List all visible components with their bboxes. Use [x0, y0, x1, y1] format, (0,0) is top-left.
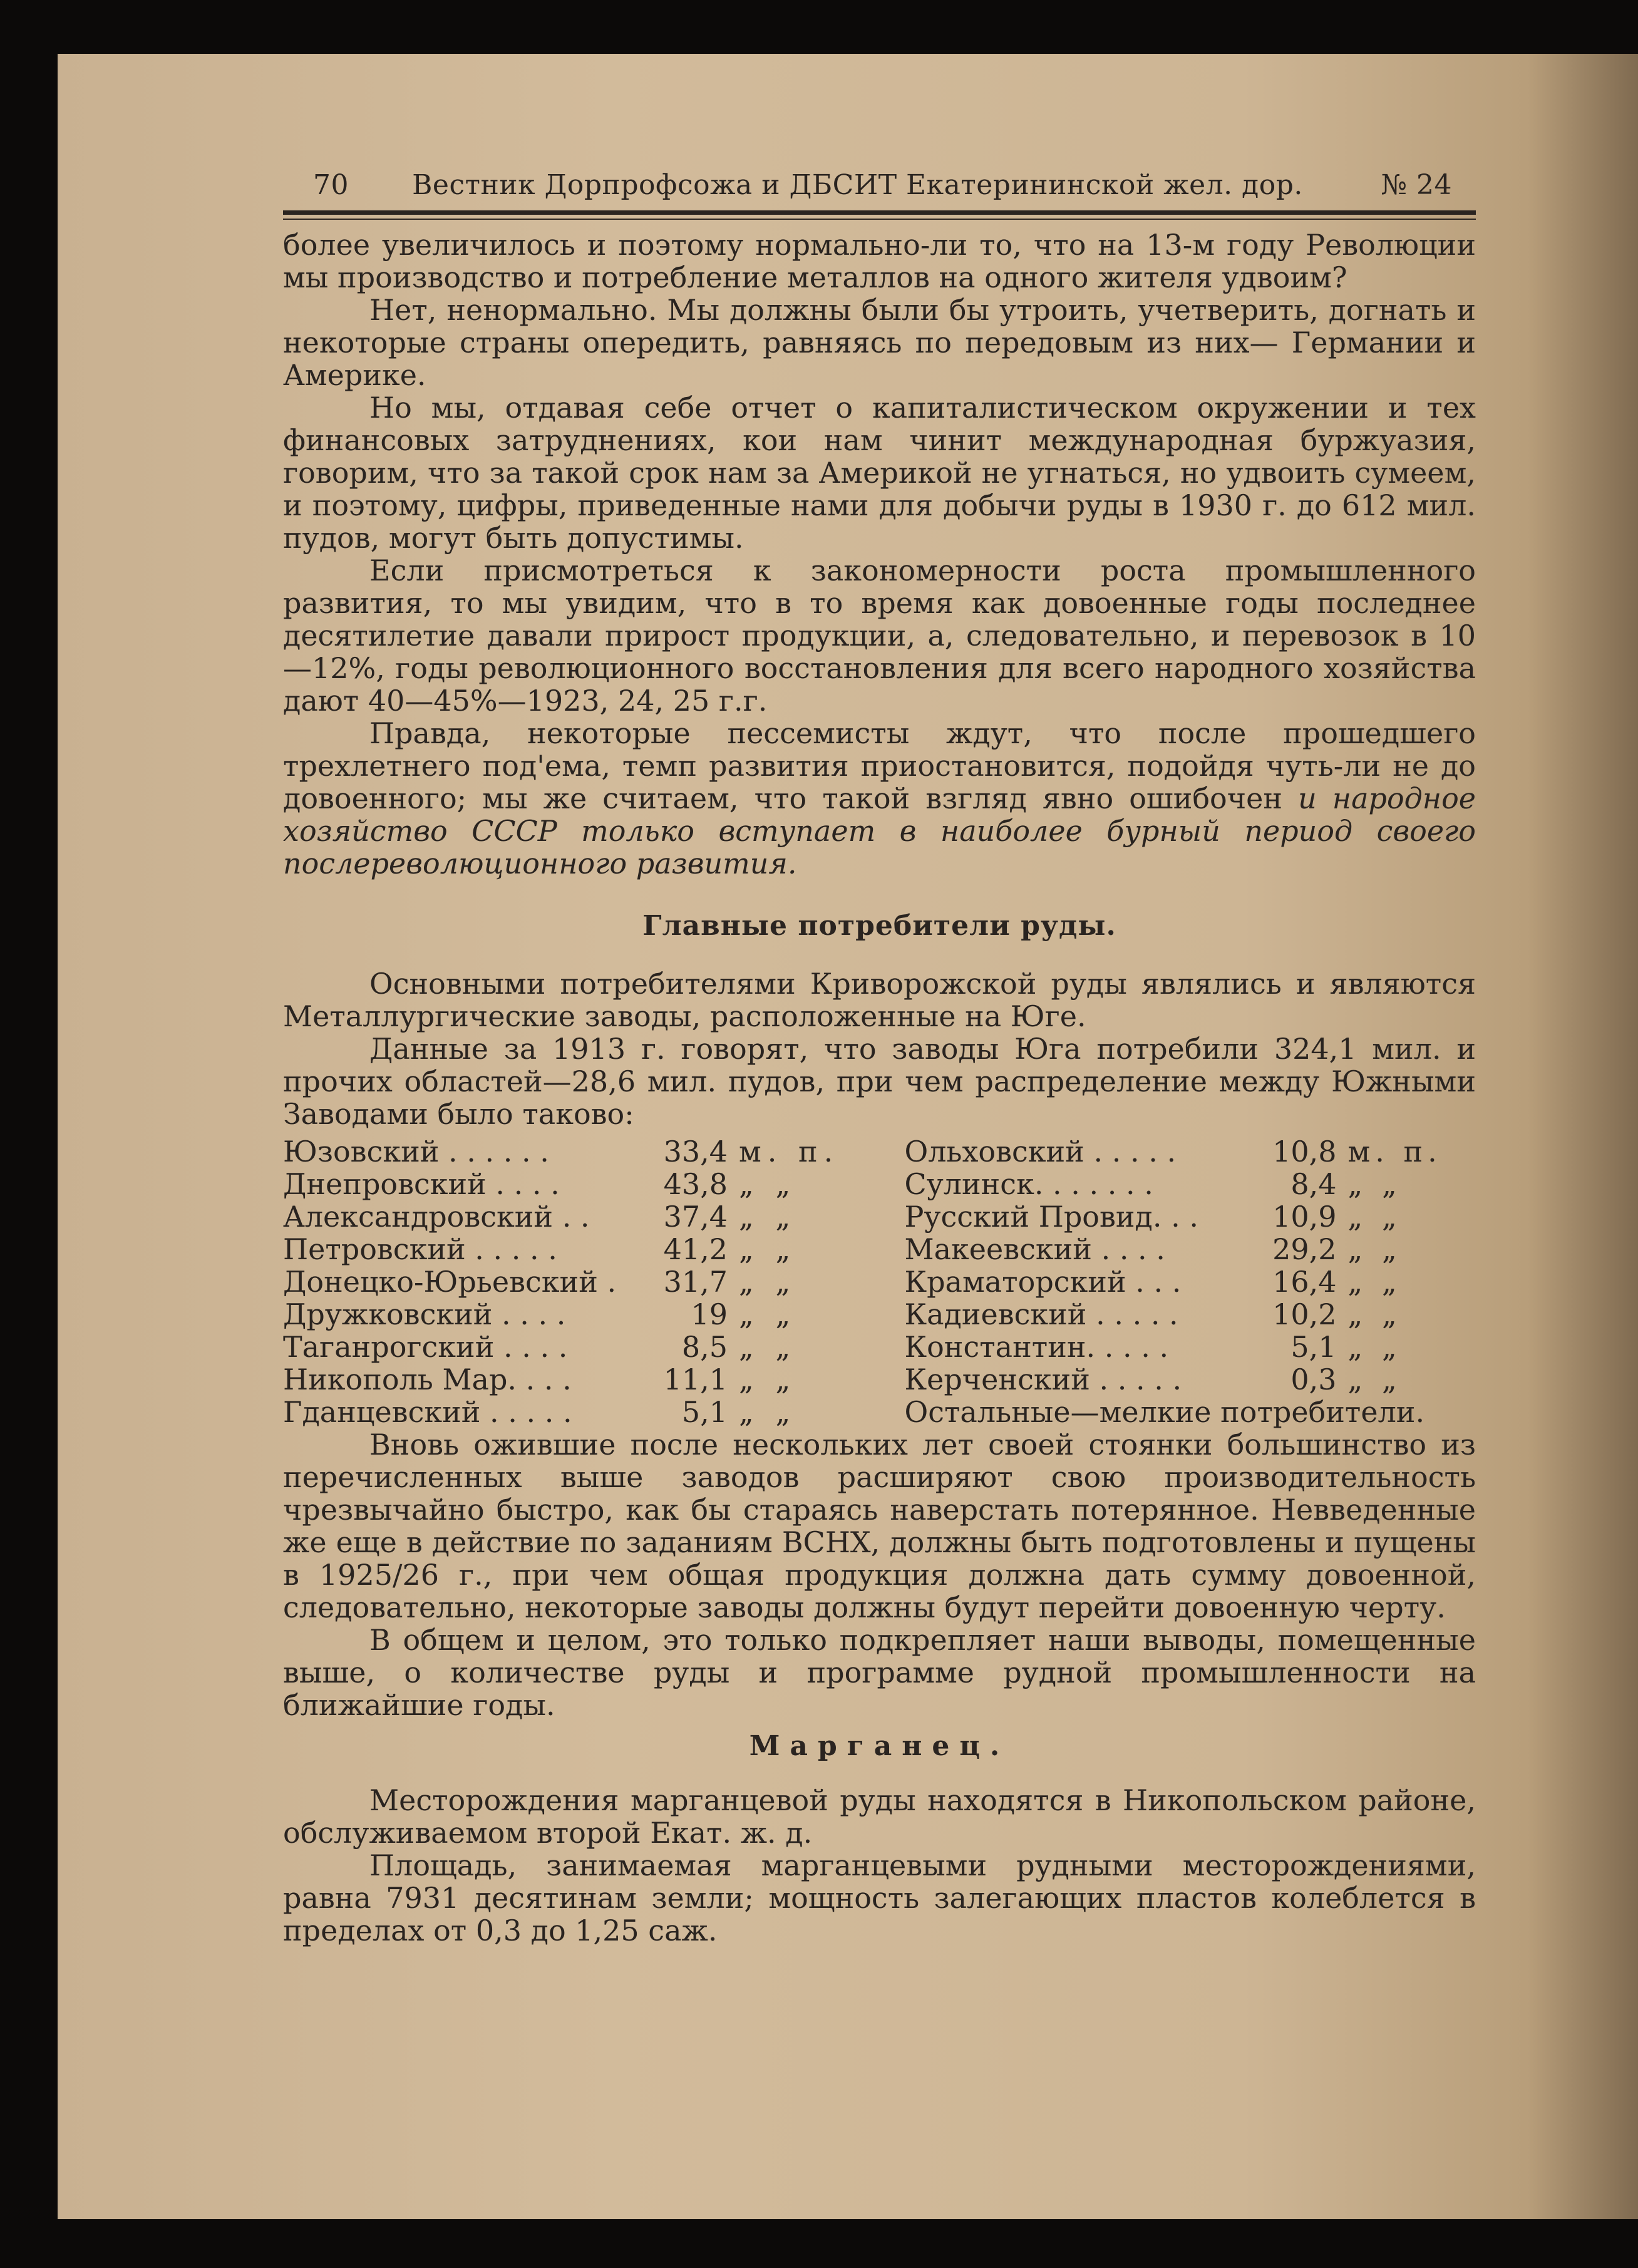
plant-name: Гданцевский . . . . .	[283, 1395, 572, 1429]
plant-row	[905, 1135, 1476, 1168]
plant-value: 8,5	[681, 1330, 728, 1364]
plants-column-right	[855, 1135, 1476, 1428]
plant-unit: „ „	[1347, 1363, 1402, 1396]
plant-unit: „ „	[1347, 1265, 1402, 1299]
plant-row	[283, 1331, 855, 1363]
plants-table	[283, 1135, 1476, 1428]
plant-unit: „ „	[739, 1232, 797, 1266]
plant-unit: м. п.	[1347, 1135, 1442, 1168]
plant-name: Макеевский . . . .	[904, 1232, 1165, 1266]
plant-name: Ольховский . . . . .	[904, 1135, 1177, 1168]
plant-row	[283, 1200, 855, 1233]
plant-unit: „ „	[1347, 1200, 1402, 1234]
paragraph: более увеличилось и поэтому нормально-ли то, что на 13-м году Революции мы производство и потребление металлов на одного жителя удвоим?	[283, 228, 1476, 294]
plant-unit: „ „	[739, 1265, 797, 1299]
plant-name: Керченский . . . . .	[904, 1363, 1182, 1396]
plant-value: 10,8	[1272, 1135, 1337, 1168]
plant-unit: „ „	[739, 1330, 797, 1364]
plant-row	[283, 1168, 855, 1200]
header-rule	[283, 210, 1476, 215]
plant-value: 29,2	[1272, 1232, 1337, 1266]
plant-unit: „ „	[739, 1200, 797, 1234]
plant-row	[905, 1168, 1476, 1200]
plant-name: Днепровский . . . .	[283, 1167, 560, 1201]
plant-value: 5,1	[1290, 1330, 1337, 1364]
plant-unit: „ „	[739, 1395, 797, 1429]
plant-unit: „ „	[1347, 1167, 1402, 1201]
paragraph: Месторождения марганцевой руды находятся в Никопольском районе, обслуживаемом второй Екат. ж. д.	[283, 1783, 1476, 1850]
plant-name: Таганрогский . . . .	[283, 1330, 568, 1364]
plant-unit: „ „	[1347, 1232, 1402, 1266]
plant-value: 37,4	[663, 1200, 728, 1234]
paragraph: Данные за 1913 г. говорят, что заводы Юга потребили 324,1 мил. и прочих областей—28,6 мил. пудов, при чем распределение между Южными Заводами было таково:	[283, 1032, 1476, 1131]
plant-row	[905, 1298, 1476, 1331]
section-heading: Главные потребители руды.	[642, 910, 1116, 942]
page-content	[283, 169, 1476, 1947]
plant-name: Александровский . .	[283, 1200, 590, 1234]
plant-unit: „ „	[739, 1167, 797, 1201]
plant-value: 0,3	[1290, 1363, 1337, 1396]
paragraph: Основными потребителями Криворожской руды являлись и являются Металлургические заводы, расположенные на Юге.	[283, 967, 1476, 1033]
plant-name: Петровский . . . . .	[283, 1232, 557, 1266]
journal-title: Вестник Дорпрофсожа и ДБСИТ Екатерининской жел. дор.	[412, 169, 1303, 201]
paragraph: Вновь ожившие после нескольких лет своей стоянки большинство из перечисленных выше заводов расширяют свою производительность чрезвычайно быстро, как бы стараясь наверстать потерянное. Невведенные же еще в действие по заданиям ВСНХ, должны быть подготовлены и пущены в 1925/26 г., при чем общая продукция должна дать сумму довоенной, следовательно, некоторые заводы должны будут перейти довоенную черту.	[283, 1428, 1476, 1624]
plant-name: Сулинск. . . . . . .	[904, 1167, 1153, 1201]
plant-value: 43,8	[663, 1167, 728, 1201]
plant-value: 19	[691, 1297, 728, 1331]
plant-unit: м. п.	[739, 1135, 840, 1168]
issue-number: № 24	[1381, 169, 1452, 201]
plant-unit: „ „	[1347, 1297, 1402, 1331]
plant-unit: „ „	[739, 1297, 797, 1331]
page-number: 70	[313, 169, 349, 201]
plant-value: 33,4	[663, 1135, 728, 1168]
plant-name: Кадиевский . . . . .	[904, 1297, 1178, 1331]
plant-row	[283, 1135, 855, 1168]
plant-row	[283, 1265, 855, 1298]
plant-value: 41,2	[663, 1232, 728, 1266]
paragraph: В общем и целом, это только подкрепляет наши выводы, помещенные выше, о количестве руды и программе рудной промышленности на ближайшие годы.	[283, 1623, 1476, 1722]
italic-emphasis: и народное хозяйство СССР только вступает в наиболее бурный период своего послереволюционного развития.	[283, 781, 1476, 880]
plant-unit: „ „	[739, 1363, 797, 1396]
plant-name: Донецко-Юрьевский .	[283, 1265, 617, 1299]
plant-value: 10,9	[1272, 1200, 1337, 1234]
plant-name: Никополь Мар. . . .	[283, 1363, 572, 1396]
plant-row	[905, 1265, 1476, 1298]
plant-row	[283, 1363, 855, 1396]
plant-value: 11,1	[663, 1363, 728, 1396]
plant-row	[283, 1233, 855, 1265]
plant-value: 5,1	[681, 1395, 728, 1429]
plant-row	[905, 1363, 1476, 1396]
plant-name: Краматорский . . .	[904, 1265, 1182, 1299]
plant-row	[283, 1298, 855, 1331]
paragraph: Но мы, отдавая себе отчет о капиталистическом окружении и тех финансовых затруднениях, кои нам чинит международная буржуазия, говорим, что за такой срок нам за Америкой не угнаться, но удвоить сумеем, и поэтому, цифры, приведенные нами для добычи руды в 1930 г. до 612 мил. пудов, могут быть допустимы.	[283, 391, 1476, 555]
plant-value: 10,2	[1272, 1297, 1337, 1331]
plants-column-left	[283, 1135, 855, 1428]
plant-row	[283, 1396, 855, 1428]
paragraph-with-italic	[283, 717, 1476, 880]
plant-name: Русский Провид. . .	[904, 1200, 1198, 1234]
plants-remark: Остальные—мелкие потребители.	[904, 1395, 1425, 1429]
plant-value: 31,7	[663, 1265, 728, 1299]
paragraph: Если присмотреться к закономерности роста промышленного развития, то мы увидим, что в то время как довоенные годы последнее десятилетие давали прирост продукции, а, следовательно, и перевозок в 10—12%, годы революционного восстановления для всего народного хозяйства дают 40—45%—1923, 24, 25 г.г.	[283, 554, 1476, 718]
plant-name: Константин. . . . .	[904, 1330, 1169, 1364]
plant-row	[905, 1233, 1476, 1265]
header-rule-thin	[283, 219, 1476, 220]
paragraph-text: Правда, некоторые пессемисты ждут, что после прошедшего трехлетнего под'ема, темп развития приостановится, подойдя чуть-ли не до довоенного; мы же считаем, что такой взгляд явно ошибочен	[283, 716, 1476, 815]
plant-value: 8,4	[1290, 1167, 1337, 1201]
plant-row	[905, 1331, 1476, 1363]
plant-name: Дружковский . . . .	[283, 1297, 566, 1331]
plant-value: 16,4	[1272, 1265, 1337, 1299]
running-header	[283, 169, 1476, 205]
paragraph: Нет, ненормально. Мы должны были бы утроить, учетверить, догнать и некоторые страны опередить, равняясь по передовым из них— Германии и Америке.	[283, 293, 1476, 392]
plant-row	[905, 1200, 1476, 1233]
plant-unit: „ „	[1347, 1330, 1402, 1364]
plant-name: Юзовский . . . . . .	[283, 1135, 549, 1168]
paragraph: Площадь, занимаемая марганцевыми рудными месторождениями, равна 7931 десятинам земли; мощность залегающих пластов колеблется в пределах от 0,3 до 1,25 саж.	[283, 1848, 1476, 1947]
section-heading: Марганец.	[749, 1730, 1010, 1762]
